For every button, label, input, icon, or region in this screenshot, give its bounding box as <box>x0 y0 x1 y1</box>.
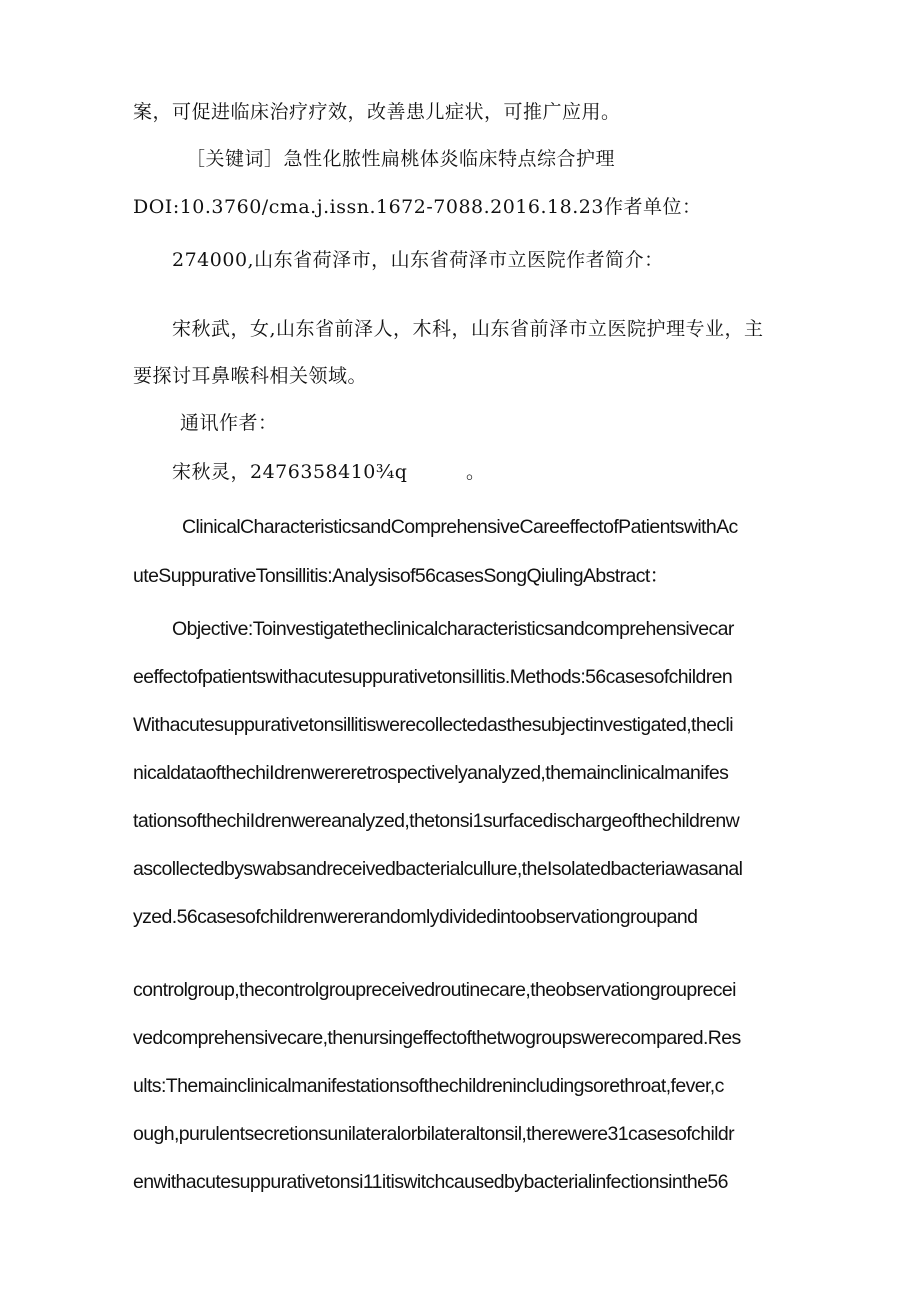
abstract-line: controlgroup,thecontrolgroupreceivedroutinecare,theobservationgrouprecei <box>133 979 736 1001</box>
correspondence-line: 宋秋灵，2476358410¾q 。 <box>172 461 486 483</box>
english-title-line: uteSuppurativeTonsillitis:Analysisof56casesSongQiulingAbstract： <box>133 565 669 587</box>
abstract-line: Withacutesuppurativetonsillitiswerecollectedasthesubjectinvestigated,thecli <box>133 714 733 736</box>
author-bio-line: 要探讨耳鼻喉科相关领域。 <box>133 365 368 387</box>
doi-line: DOI:10.3760/cma.j.issn.1672-7088.2016.18.23作者单位： <box>133 196 702 218</box>
abstract-line: tationsofthechiIdrenwereanalyzed,thetonsi1surfacedischargeofthechildrenw <box>133 810 740 832</box>
abstract-line: vedcomprehensivecare,thenursingeffectofthetwogroupswerecompared.Res <box>133 1027 741 1049</box>
abstract-line: nicaldataofthechiIdrenwereretrospectivelyanalyzed,themainclinicalmanifes <box>133 762 729 784</box>
abstract-line: yzed.56casesofchildrenwererandomlydividedintoobservationgroupand <box>133 906 698 928</box>
abstract-line: ults:Themainclinicalmanifestationsofthechildrenincludingsorethroat,fever,c <box>133 1075 724 1097</box>
abstract-line: eeffectofpatientswithacutesuppurativetonsiIlitis.Methods:56casesofchildren <box>133 666 733 688</box>
keywords-line: ［关键词］急性化脓性扁桃体炎临床特点综合护理 <box>186 148 616 170</box>
english-title-line: ClinicalCharacteristicsandComprehensiveCareeffectofPatientswithAc <box>182 516 738 538</box>
abstract-line: ascollectedbyswabsandreceivedbacterialcullure,theIsolatedbacteriawasanal <box>133 858 743 880</box>
abstract-line: ough,purulentsecretionsunilateralorbilateraltonsil,therewere31casesofchildr <box>133 1123 735 1145</box>
abstract-line: enwithacutesuppurativetonsi11itiswitchcausedbybacterialinfectionsinthe56 <box>133 1171 728 1193</box>
author-bio-line: 宋秋武，女,山东省前泽人，木科，山东省前泽市立医院护理专业，主 <box>172 318 764 340</box>
correspondence-label: 通讯作者： <box>180 412 278 434</box>
body-text-line: 案，可促进临床治疗疗效，改善患儿症状，可推广应用。 <box>133 101 621 123</box>
abstract-line: Objective:Toinvestigatetheclinicalcharacteristicsandcomprehensivecar <box>172 618 734 640</box>
affiliation-line: 274000,山东省荷泽市，山东省荷泽市立医院作者简介： <box>172 249 664 271</box>
